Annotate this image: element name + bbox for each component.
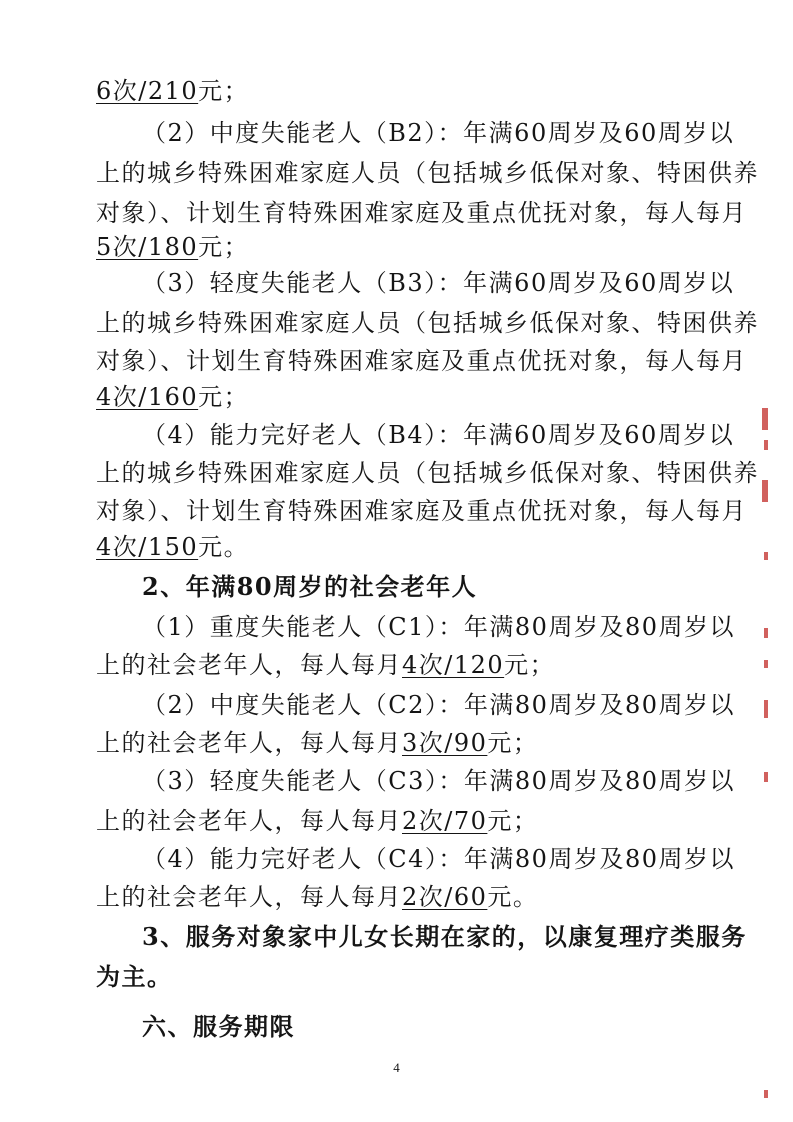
underlined-amount: 4次/120: [402, 651, 505, 679]
section-heading-2: [142, 572, 793, 602]
underlined-amount: 2次/70: [402, 807, 488, 835]
text-span: 上的城乡特殊困难家庭人员（包括城乡低保对象、特困供养: [96, 159, 759, 187]
text-span: 上的社会老年人，每人每月: [96, 883, 402, 911]
paragraph-c1: [142, 612, 793, 642]
text-line: [96, 650, 756, 680]
text-span: 3、服务对象家中儿女长期在家的，以康复理疗类服务: [142, 922, 747, 951]
text-span: 上的社会老年人，每人每月: [96, 807, 402, 835]
seal-mark: [762, 480, 768, 502]
section-heading-3: [142, 922, 793, 952]
text-line: [96, 308, 759, 338]
text-span: （2）中度失能老人（C2）：年满80周岁及80周岁以: [142, 691, 735, 719]
text-line: [96, 76, 756, 106]
text-line: [96, 532, 756, 562]
seal-mark: [764, 552, 768, 560]
text-span: 元。: [487, 883, 539, 911]
text-span: （3）轻度失能老人（C3）：年满80周岁及80周岁以: [142, 767, 735, 795]
paragraph-b2: [142, 118, 793, 148]
underlined-amount: 4次/160: [96, 383, 199, 411]
text-span: 对象）、计划生育特殊困难家庭及重点优抚对象，每人每月: [96, 347, 747, 375]
text-line: [96, 232, 756, 262]
text-span: 对象）、计划生育特殊困难家庭及重点优抚对象，每人每月: [96, 199, 747, 227]
paragraph-c4: [142, 844, 793, 874]
paragraph-b3: [142, 268, 793, 298]
text-span: 为主。: [96, 962, 173, 991]
text-span: （4）能力完好老人（C4）：年满80周岁及80周岁以: [142, 845, 735, 873]
text-span: 元。: [198, 533, 250, 561]
text-line: [96, 158, 759, 188]
page-number: 4: [393, 1060, 400, 1075]
seal-mark: [764, 440, 768, 450]
seal-mark: [764, 700, 768, 718]
underlined-amount: 2次/60: [402, 883, 488, 911]
text-line: [96, 382, 756, 412]
text-span: （2）中度失能老人（B2）：年满60周岁及60周岁以: [142, 119, 735, 147]
seal-mark: [764, 772, 768, 782]
text-span: 元；: [198, 383, 250, 411]
paragraph-c3: [142, 766, 793, 796]
text-line: [96, 496, 756, 526]
underlined-amount: 5次/180: [96, 233, 199, 261]
seal-mark: [764, 660, 768, 668]
paragraph-b4: [142, 420, 793, 450]
text-span: （1）重度失能老人（C1）：年满80周岁及80周岁以: [142, 613, 735, 641]
text-line: [96, 962, 756, 992]
text-span: 元；: [504, 651, 556, 679]
text-line: [96, 882, 756, 912]
text-line: [96, 728, 756, 758]
text-span: 元；: [198, 77, 250, 105]
underlined-amount: 3次/90: [402, 729, 488, 757]
section-heading-6: [142, 1012, 793, 1042]
paragraph-c2: [142, 690, 793, 720]
text-span: 元；: [487, 729, 539, 757]
underlined-amount: 6次/210: [96, 77, 199, 105]
underlined-amount: 4次/150: [96, 533, 199, 561]
text-span: 上的社会老年人，每人每月: [96, 729, 402, 757]
seal-mark: [764, 628, 768, 638]
text-span: 上的社会老年人，每人每月: [96, 651, 402, 679]
text-span: 上的城乡特殊困难家庭人员（包括城乡低保对象、特困供养: [96, 309, 759, 337]
seal-mark: [762, 408, 768, 430]
text-span: （4）能力完好老人（B4）：年满60周岁及60周岁以: [142, 421, 735, 449]
text-line: [96, 806, 756, 836]
text-span: 对象）、计划生育特殊困难家庭及重点优抚对象，每人每月: [96, 497, 747, 525]
text-span: 元；: [487, 807, 539, 835]
text-line: [96, 346, 756, 376]
text-span: 上的城乡特殊困难家庭人员（包括城乡低保对象、特困供养: [96, 459, 759, 487]
text-line: [96, 198, 756, 228]
text-span: 2、年满80周岁的社会老年人: [142, 572, 478, 601]
seal-mark: [764, 1090, 768, 1098]
text-line: [96, 458, 759, 488]
text-span: 元；: [198, 233, 250, 261]
text-span: 六、服务期限: [142, 1012, 295, 1041]
text-span: （3）轻度失能老人（B3）：年满60周岁及60周岁以: [142, 269, 735, 297]
